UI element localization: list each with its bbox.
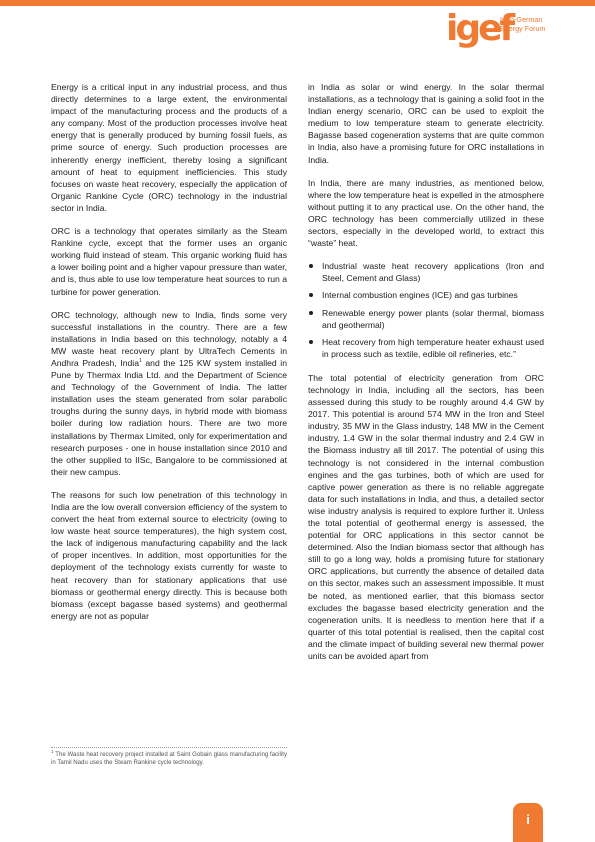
list-item <box>308 289 544 301</box>
list-item-text: Renewable energy power plants (solar thermal, biomass and geothermal) <box>322 307 544 330</box>
logo-caption <box>500 15 546 33</box>
igef-logo: igef <box>446 8 513 49</box>
list-item <box>308 307 544 331</box>
page-number: i <box>526 812 530 827</box>
paragraph: ORC is a technology that operates similarly as the Steam Rankine cycle, except that the former uses an organic working fluid instead of steam. This organic working fluid has a lower boiling point and a higher vapour pressure than water, and is, thus able to use low temperature heat sources to run a turbine for power generation. <box>51 226 287 297</box>
logo-caption-line-2: Energy Forum <box>500 24 546 33</box>
footnote-reference: 1 <box>138 358 142 365</box>
bullet-icon <box>309 264 313 268</box>
list-item-text: Internal combustion engines (ICE) and gas turbines <box>322 290 518 301</box>
paragraph: in India as solar or wind energy. In the solar thermal installations, as a technology that is gaining a solid foot in the Indian energy scenario, ORC can be used to exploit the medium to low temperature steam to generate electricity. Bagasse based cogeneration systems that are quite common in India, also have a promising future for ORC installations in India. <box>308 82 544 165</box>
right-text-column <box>308 81 544 673</box>
list-item-text: Heat recovery from high temperature heater exhaust used in process such as textile, edible oil refineries, etc.” <box>322 336 544 359</box>
paragraph <box>51 309 287 478</box>
paragraph-text: ORC technology, although new to India, finds some very successful installations in the country. There are a few installations in India based on this technology, notably a 4 MW waste heat recovery plant by UltraTech Cements in Andhra Pradesh, India <box>51 309 287 368</box>
footnote <box>51 748 287 767</box>
left-text-column <box>51 81 287 633</box>
paragraph: In India, there are many industries, as mentioned below, where the low temperature heat is expelled in the atmosphere without putting it to any practical use. On the other hand, the ORC technology has been commercially utilized in these sectors, especially in the developed world, to extract this “waste” heat. <box>308 177 544 249</box>
paragraph: The total potential of electricity generation from ORC technology in India, including all the sectors, has been assessed during this study to be roughly around 4.4 GW by 2017. This potential is around 574 MW in the Iron and Steel industry, 35 MW in the Glass industry, 148 MW in the Cement industry, 1.4 GW in the solar thermal industry and 2.4 GW in the Biomass industry all till 2017. The potential of using this technology is not considered in the internal combustion engines and the gas turbines, both of which are used for captive power generation as there is no reliable aggregate data for such installations in India, and thus, a detailed sector wise industry analysis is required to explore further it. Unless the total potential of geothermal energy is assessed, the potential for ORC applications in this sector cannot be determined. Also the Indian biomass sector that although has still to go a long way, holds a promising future for stationary ORC applications, but currently the absence of detailed data on this sector, makes such an assessment impossible. It must be noted, as mentioned earlier, that this biomass sector excludes the bagasse based electricity generation and the cogeneration units. It is needless to mention here that if a quarter of this total potential is realised, then the capital cost and the climate impact of building several new thermal power units can be avoided apart from <box>308 372 544 662</box>
list-item <box>308 336 544 360</box>
paragraph-text: and the 125 KW system installed in Pune by Thermax India Ltd. and the Department of Science and Technology of the Government of India. The latter installation uses the steam generated from solar parabolic troughs during the sunny days, in hybrid mode with biomass boiler during low radiation hours. There are two more installations by Thermax Limited, only for experimentation and research purposes - one in house installation since 2010 and the other supplied to IISc, Bangalore to be commissioned at their new campus. <box>51 357 287 477</box>
bullet-icon <box>309 340 313 344</box>
footnote-number: 1 <box>51 748 54 754</box>
sector-bullet-list <box>308 260 544 360</box>
list-item-text: Industrial waste heat recovery applications (Iron and Steel, Cement and Glass) <box>322 261 544 284</box>
paragraph: The reasons for such low penetration of this technology in India are the low overall conversion efficiency of the system to convert the heat from external source to electricity (owing to low waste heat source temperatures), the high system cost, the lack of indigenous manufacturing capability and the lack of proper incentives. In addition, most opportunities for the deployment of the technology exists currently for waste to heat recovery than for stationary applications that use biomass or geothermal energy directly. This is because both biomass (except bagasse based systems) and geothermal energy are not as popular <box>51 489 287 621</box>
bullet-icon <box>309 311 313 315</box>
paragraph: Energy is a critical input in any industrial process, and thus directly determines to a large extent, the environmental impact of the manufacturing process and the products of a any company. Most of the production processes involve heat energy that is generally produced by burning fossil fuels, as prime source of energy. Such production processes are inherently energy inefficient, thereby losing a significant amount of heat to equipment inefficiencies. This study focuses on waste heat recovery, especially the application of Organic Rankine Cycle (ORC) technology in the industrial sector in India. <box>51 82 287 213</box>
footnote-divider <box>51 747 287 748</box>
logo-caption-line-1: Indo-German <box>500 15 543 24</box>
bullet-icon <box>309 293 313 297</box>
list-item <box>308 260 544 284</box>
page-number-tab <box>513 803 543 842</box>
footnote-text: The Waste heat recovery project installed at Saint Gobain glass manufacturing facility in Tamil Nadu uses the Steam Rankine cycle technology. <box>51 751 287 766</box>
